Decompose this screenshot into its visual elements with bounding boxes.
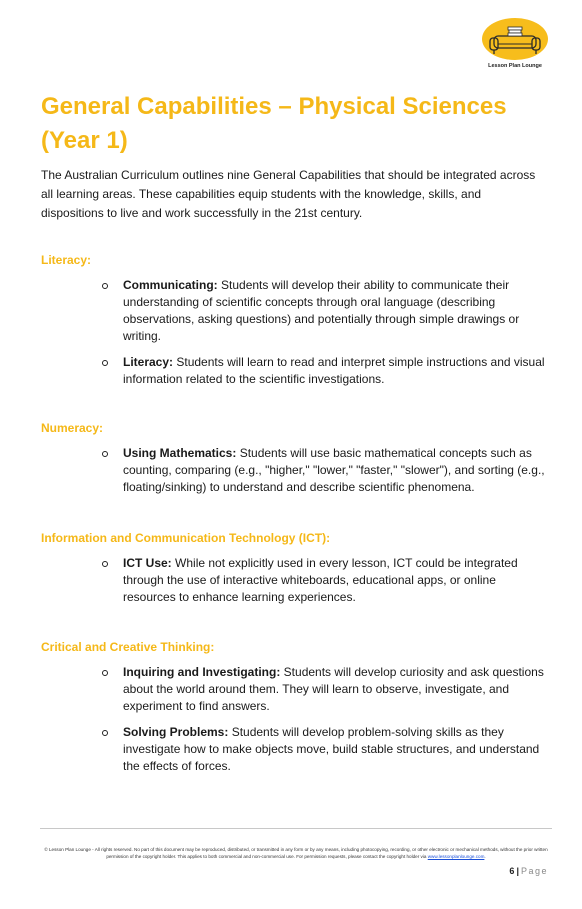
list-item (100, 664, 550, 715)
section-heading-numeracy: Numeracy: (41, 421, 104, 435)
item-term: Inquiring and Investigating: (123, 665, 281, 679)
footer-copyright (44, 847, 548, 860)
bullet-icon (102, 670, 108, 676)
intro-paragraph: The Australian Curriculum outlines nine General Capabilities that should be integrated across all learning areas. These capabilities equip students with the knowledge, skills, and dispositions to live and work successfully in the 21st century. (41, 168, 536, 220)
website-link[interactable]: www.lessonplanlounge.com (427, 853, 485, 859)
footer-divider (40, 828, 552, 829)
item-term: Literacy: (123, 355, 174, 369)
sofa-icon (480, 16, 550, 62)
link-suffix: . (484, 853, 486, 859)
list-item (100, 555, 550, 606)
section-heading-critical-thinking: Critical and Creative Thinking: (41, 640, 215, 654)
copyright-text: © Lesson Plan Lounge - All rights reserved. No part of this document may be reproduced, distributed, or transmitted in any form or by any means, including photocopying, recording, or other electronic or mechanical methods, without the prior written permission of the copyright holder. This applies to both commercial and non-commercial use. For permission requests, please contact the copyright holder via (44, 847, 548, 859)
page-separator: | (516, 866, 519, 876)
list-item (100, 354, 550, 388)
item-term: ICT Use: (123, 556, 172, 570)
bullet-icon (102, 283, 108, 289)
bullet-icon (102, 360, 108, 366)
bullet-icon (102, 451, 108, 457)
item-text: Students will develop problem-solving skills as they investigate how to make objects move, build stable structures, and understand the effects of forces. (123, 725, 540, 773)
item-text: Students will develop curiosity and ask questions about the world around them. They will learn to observe, investigate, and experiment to find answers. (123, 665, 544, 713)
bullet-icon (102, 561, 108, 567)
item-text: Students will develop their ability to communicate their understanding of scientific concepts through oral language (describing observations, asking questions) and potentially through simple drawings or writing. (123, 278, 520, 343)
list-item (100, 445, 550, 496)
item-text: While not explicitly used in every lesson, ICT could be integrated through the use of interactive whiteboards, educational apps, or online resources to enhance learning experiences. (123, 556, 518, 604)
bullet-icon (102, 730, 108, 736)
lesson-plan-lounge-logo (480, 16, 550, 74)
section-heading-ict: Information and Communication Technology (ICT): (41, 531, 331, 545)
page-label: Page (520, 866, 548, 876)
logo-text: Lesson Plan Lounge (488, 63, 542, 69)
critical-thinking-list (100, 664, 550, 784)
list-item (100, 277, 550, 345)
section-heading-literacy: Literacy: (41, 253, 92, 267)
page-number-value: 6 (509, 866, 515, 876)
numeracy-list (100, 445, 550, 505)
item-term: Solving Problems: (123, 725, 229, 739)
item-text: Students will use basic mathematical concepts such as counting, comparing (e.g., "higher," "lower," "faster," "slower"), and sorting (e.g., floating/sinking) to understand and describe scientific phenomena. (123, 446, 545, 494)
ict-list (100, 555, 550, 615)
page-title: General Capabilities – Physical Sciences (Year 1) (41, 93, 507, 154)
literacy-list (100, 277, 550, 397)
item-term: Communicating: (123, 278, 218, 292)
item-term: Using Mathematics: (123, 446, 237, 460)
page-number (509, 866, 548, 876)
list-item (100, 724, 550, 775)
item-text: Students will learn to read and interpret simple instructions and visual information related to the scientific investigations. (123, 355, 545, 386)
